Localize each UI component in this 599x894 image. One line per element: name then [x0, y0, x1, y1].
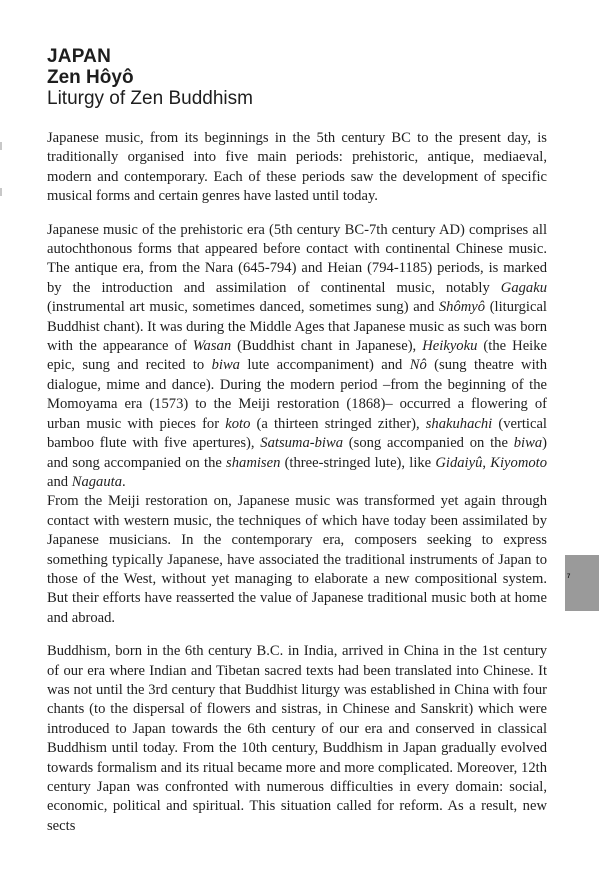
music-term: Wasan: [192, 338, 232, 355]
music-term: Nô: [409, 357, 427, 374]
music-term: koto: [225, 415, 251, 432]
music-term: shakuhachi: [425, 415, 493, 432]
page-tab: [565, 555, 599, 611]
music-term: Heikyoku: [422, 338, 478, 355]
binding-mark: [0, 142, 2, 150]
album-title: Zen Hôyô: [47, 67, 134, 88]
music-term: biwa: [513, 435, 543, 452]
music-term: Gidaiyû: [435, 454, 483, 471]
music-term: Shômyô: [438, 299, 486, 316]
music-term: shamisen: [226, 454, 281, 471]
music-term: Satsuma-biwa: [260, 435, 343, 452]
paragraph-2: Japanese music of the prehistoric era (5th century BC-7th century AD) comprises all autochthonous forms that appeared before contact with continental Chinese music. The antique era, from the Nara (645-794) and Heian (794-1185) periods, is marked by the introduction and assimilation of continental music, notably Gagaku (instrumental art music, sometimes danced, sometimes sung) and Shômyô (liturgical Buddhist chant). It was during the Middle Ages that Japanese music as such was born with the appearance of Wasan (Buddhist chant in Japanese), Heikyoku (the Heike epic, sung and recited to biwa lute accompaniment) and Nô (sung theatre with dialogue, mime and dance). During the modern period –from the beginning of the Momoyama era (1573) to the Meiji restoration (1868)– occurred a flowering of urban music with pieces for koto (a thirteen stringed zither), shakuhachi (vertical bamboo flute with five apertures), Satsuma-biwa (song accompanied on the biwa) and song accompanied on the shamisen (three-stringed lute), like Gidaiyû, Kiyomoto and Nagauta.: [47, 221, 548, 490]
paragraph-3: From the Meiji restoration on, Japanese music was transformed yet again through contact with western music, the techniques of which have today been assimilated by Japanese musicians. In the contemporary era, composers seeking to express something typically Japanese, have associated the traditional instruments of Japan to those of the West, without yet managing to elaborate a new compositional system. But their efforts have reasserted the value of Japanese traditional music both at home and abroad.: [47, 493, 547, 626]
page-content: [47, 46, 547, 836]
page-number: 7: [567, 574, 571, 580]
music-term: Kiyomoto: [490, 454, 548, 471]
music-term: Nagauta: [71, 473, 123, 490]
music-term: Gagaku: [500, 279, 547, 296]
paragraph-4: Buddhism, born in the 6th century B.C. in India, arrived in China in the 1st century of our era where Indian and Tibetan sacred texts had been translated into Chinese. It was not until the 3rd century that Buddhist liturgy was established in China with four chants (to the dispersal of flowers and sistras, in Chinese and Sanskrit) which were introduced to Japan towards the 6th century of our era and conserved in classical Buddhism until today. From the 10th century, Buddhism in Japan gradually evolved towards formalism and its ritual became more and more complicated. Moreover, 12th century Japan was confronted with numerous difficulties in every domain: social, economic, political and spiritual. This situation called for reform. As a result, new sects: [47, 643, 547, 834]
country-heading: JAPAN: [47, 46, 111, 67]
binding-mark: [0, 188, 2, 196]
album-subtitle: Liturgy of Zen Buddhism: [47, 88, 253, 109]
paragraph-1: Japanese music, from its beginnings in the 5th century BC to the present day, is traditionally organised into five main periods: prehistoric, antique, mediaeval, modern and contemporary. Each of these periods saw the development of specific musical forms and certain genres have lasted until today.: [47, 130, 547, 205]
music-term: biwa: [211, 357, 240, 374]
